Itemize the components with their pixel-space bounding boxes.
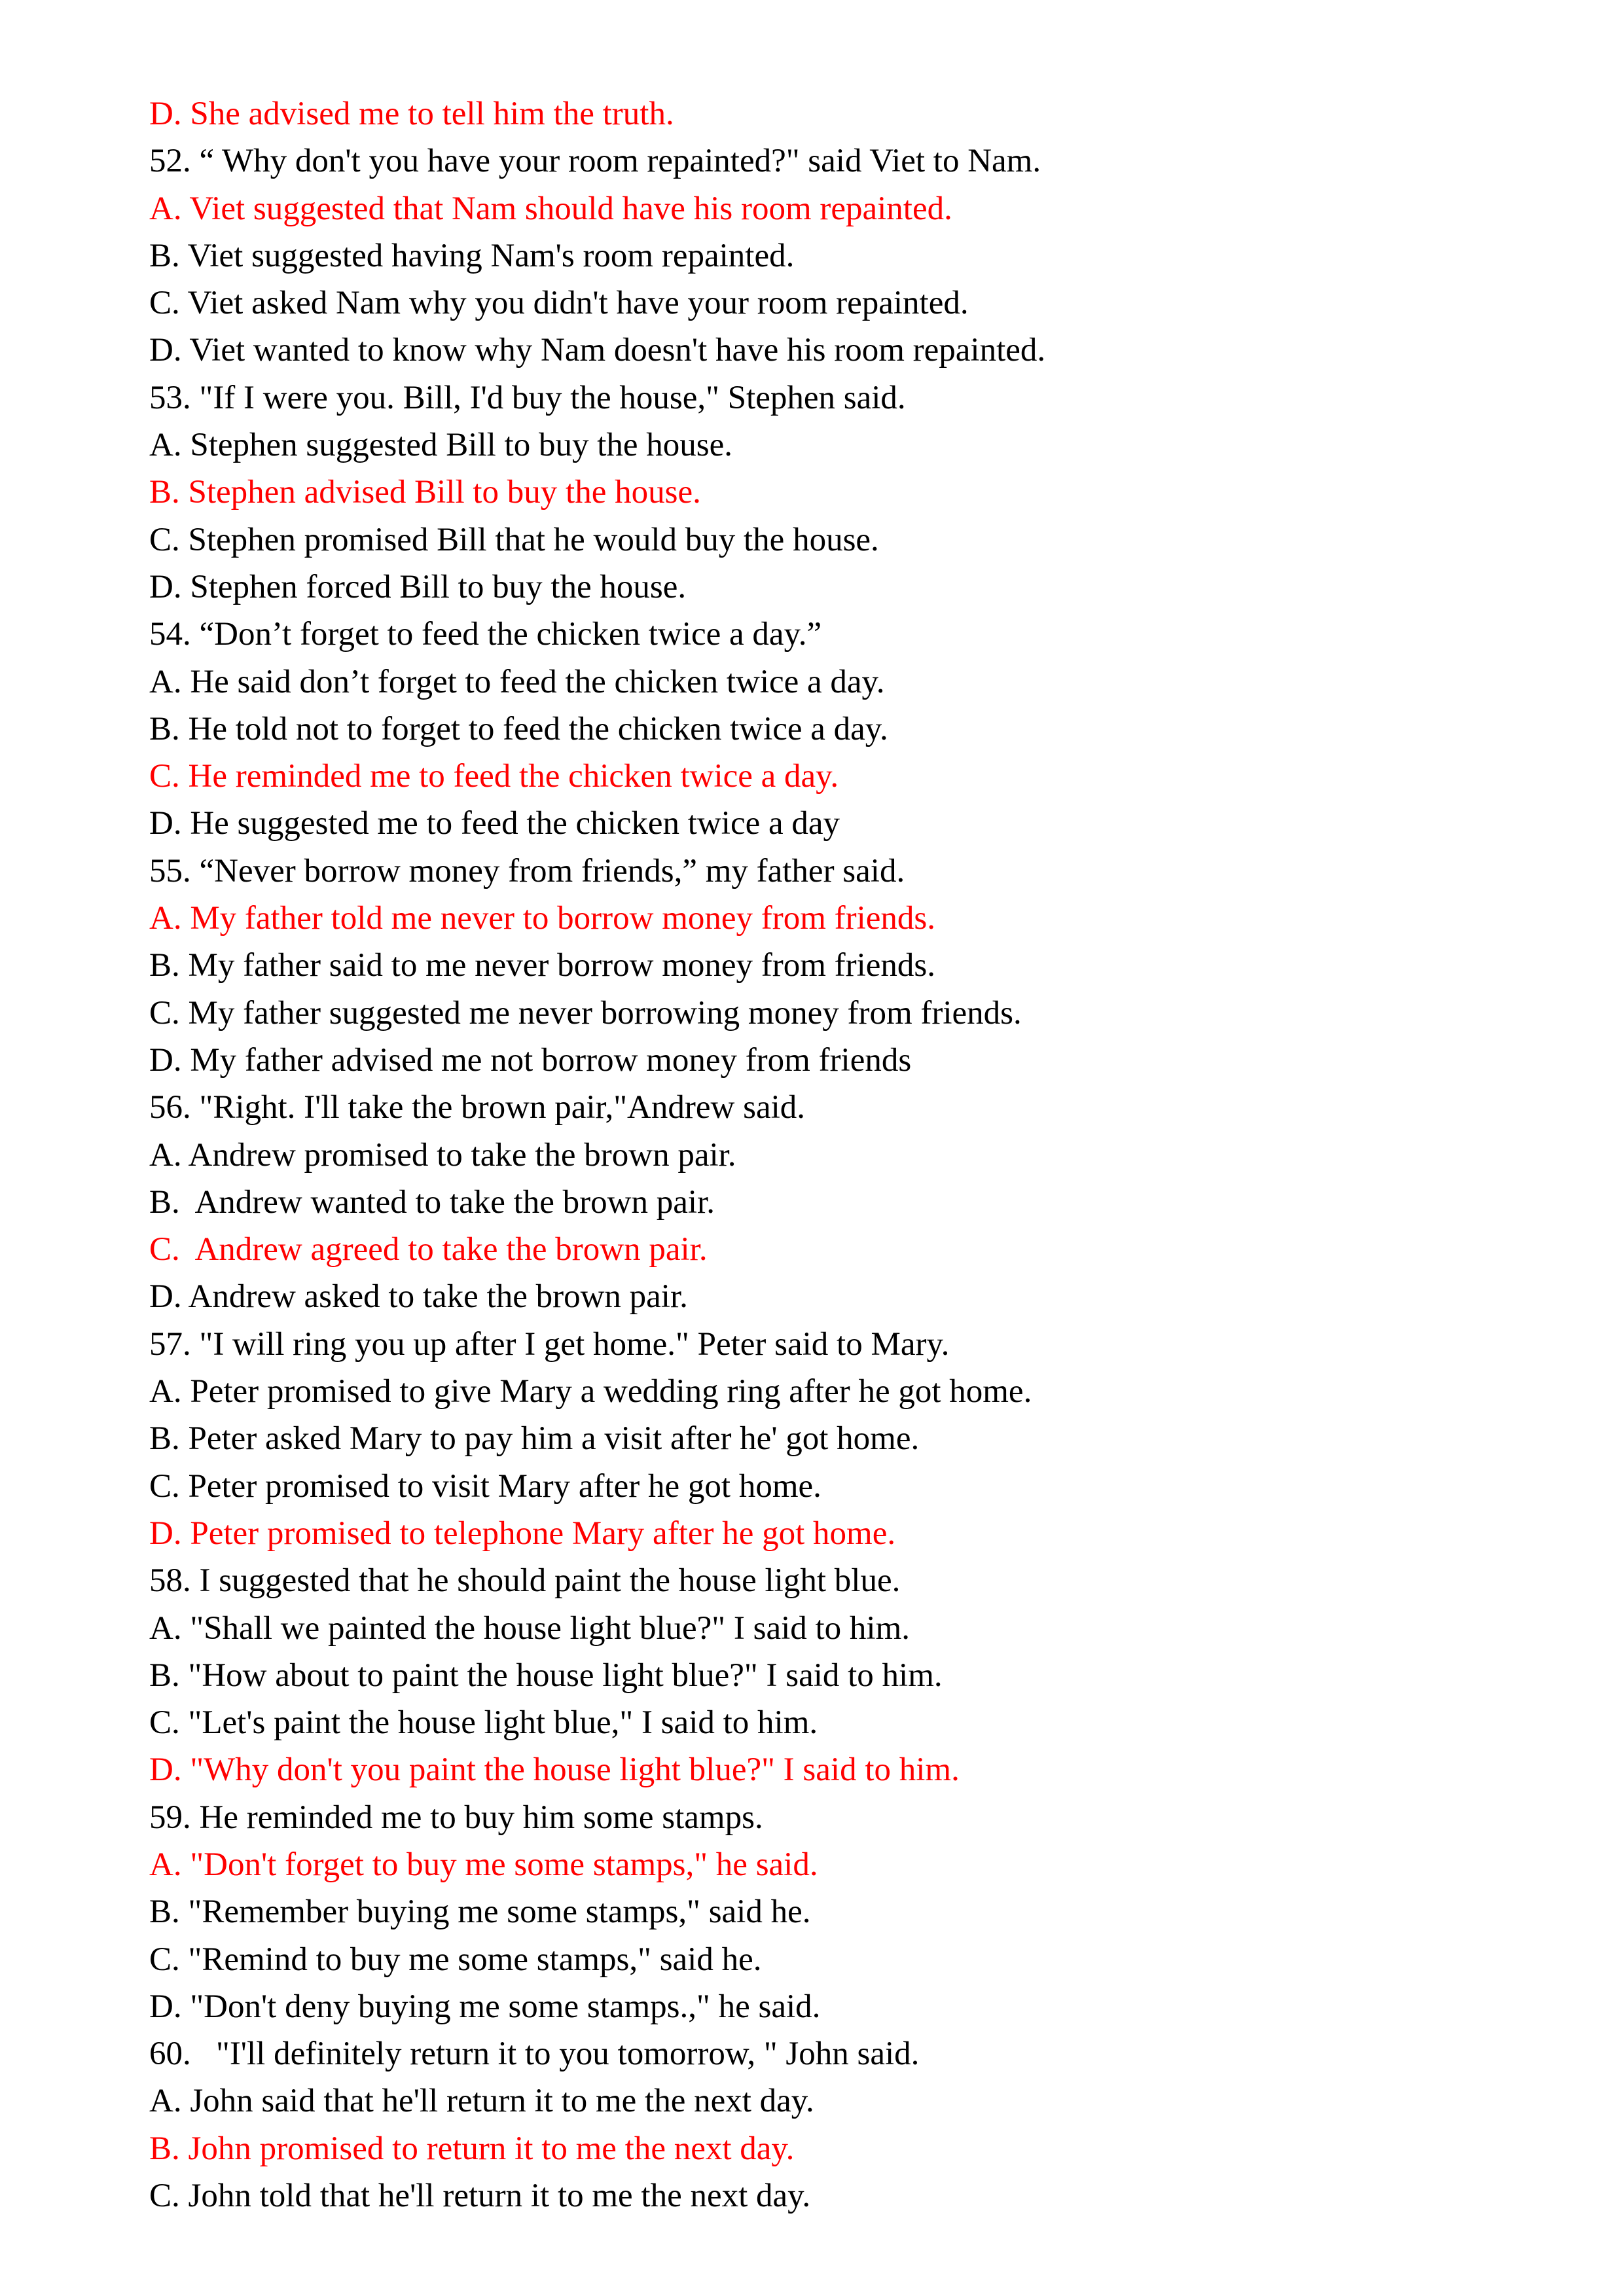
question-line: 55. “Never borrow money from friends,” my father said. (149, 852, 905, 889)
option-line: C. My father suggested me never borrowing money from friends. (149, 994, 1022, 1031)
question-line: 52. “ Why don't you have your room repainted?" said Viet to Nam. (149, 143, 1041, 180)
option-line: B. My father said to me never borrow money from friends. (149, 947, 936, 984)
answer-option-line: A. My father told me never to borrow money from friends. (149, 900, 936, 937)
answer-option-line: C. Andrew agreed to take the brown pair. (149, 1231, 708, 1268)
option-line: A. Andrew promised to take the brown pair. (149, 1136, 736, 1174)
question-line: 53. "If I were you. Bill, I'd buy the house," Stephen said. (149, 379, 906, 416)
option-line: D. Viet wanted to know why Nam doesn't have his room repainted. (149, 332, 1046, 369)
option-line: C. John told that he'll return it to me the next day. (149, 2178, 811, 2215)
option-line: C. "Remind to buy me some stamps," said he. (149, 1941, 762, 1978)
option-line: B. Andrew wanted to take the brown pair. (149, 1183, 715, 1221)
answer-option-line: D. Peter promised to telephone Mary after he got home. (149, 1515, 896, 1552)
option-line: B. "Remember buying me some stamps," said he. (149, 1893, 811, 1931)
question-line: 57. "I will ring you up after I get home." Peter said to Mary. (149, 1325, 950, 1363)
option-line: A. "Shall we painted the house light blue?" I said to him. (149, 1609, 911, 1647)
question-line: 58. I suggested that he should paint the house light blue. (149, 1562, 901, 1600)
option-line: D. My father advised me not borrow money from friends (149, 1041, 912, 1079)
option-line: D. He suggested me to feed the chicken twice a day (149, 805, 840, 842)
answer-option-line: A. "Don't forget to buy me some stamps," he said. (149, 1846, 818, 1883)
answer-option-line: B. Stephen advised Bill to buy the house. (149, 474, 701, 511)
answer-option-line: D. She advised me to tell him the truth. (149, 96, 674, 132)
option-line: C. Stephen promised Bill that he would buy the house. (149, 521, 879, 558)
option-line: C. "Let's paint the house light blue," I said to him. (149, 1704, 818, 1742)
option-line: A. Peter promised to give Mary a wedding ring after he got home. (149, 1373, 1032, 1410)
answer-option-line: C. He reminded me to feed the chicken twice a day. (149, 758, 839, 795)
option-line: B. He told not to forget to feed the chicken twice a day. (149, 710, 888, 747)
option-line: A. He said don’t forget to feed the chicken twice a day. (149, 663, 885, 700)
option-line: A. John said that he'll return it to me the next day. (149, 2083, 814, 2120)
answer-option-line: D. "Why don't you paint the house light blue?" I said to him. (149, 1751, 960, 1789)
exercise-list (149, 90, 1524, 2219)
answer-option-line: B. John promised to return it to me the next day. (149, 2130, 795, 2167)
option-line: B. Peter asked Mary to pay him a visit after he' got home. (149, 1420, 920, 1458)
question-line: 56. "Right. I'll take the brown pair,"Andrew said. (149, 1089, 805, 1126)
question-line: 54. “Don’t forget to feed the chicken twice a day.” (149, 616, 822, 653)
option-line: B. "How about to paint the house light blue?" I said to him. (149, 1657, 943, 1694)
option-line: C. Peter promised to visit Mary after he got home. (149, 1467, 821, 1505)
option-line: B. Viet suggested having Nam's room repainted. (149, 237, 795, 274)
answer-option-line: A. Viet suggested that Nam should have his room repainted. (149, 190, 952, 227)
option-line: D. "Don't deny buying me some stamps.," he said. (149, 1988, 821, 2025)
question-line: 59. He reminded me to buy him some stamps. (149, 1799, 763, 1836)
option-line: C. Viet asked Nam why you didn't have your room repainted. (149, 285, 969, 322)
option-line: D. Andrew asked to take the brown pair. (149, 1278, 688, 1316)
question-line: 60. "I'll definitely return it to you tomorrow, " John said. (149, 2036, 920, 2073)
option-line: A. Stephen suggested Bill to buy the house. (149, 427, 733, 464)
option-line: D. Stephen forced Bill to buy the house. (149, 568, 687, 605)
